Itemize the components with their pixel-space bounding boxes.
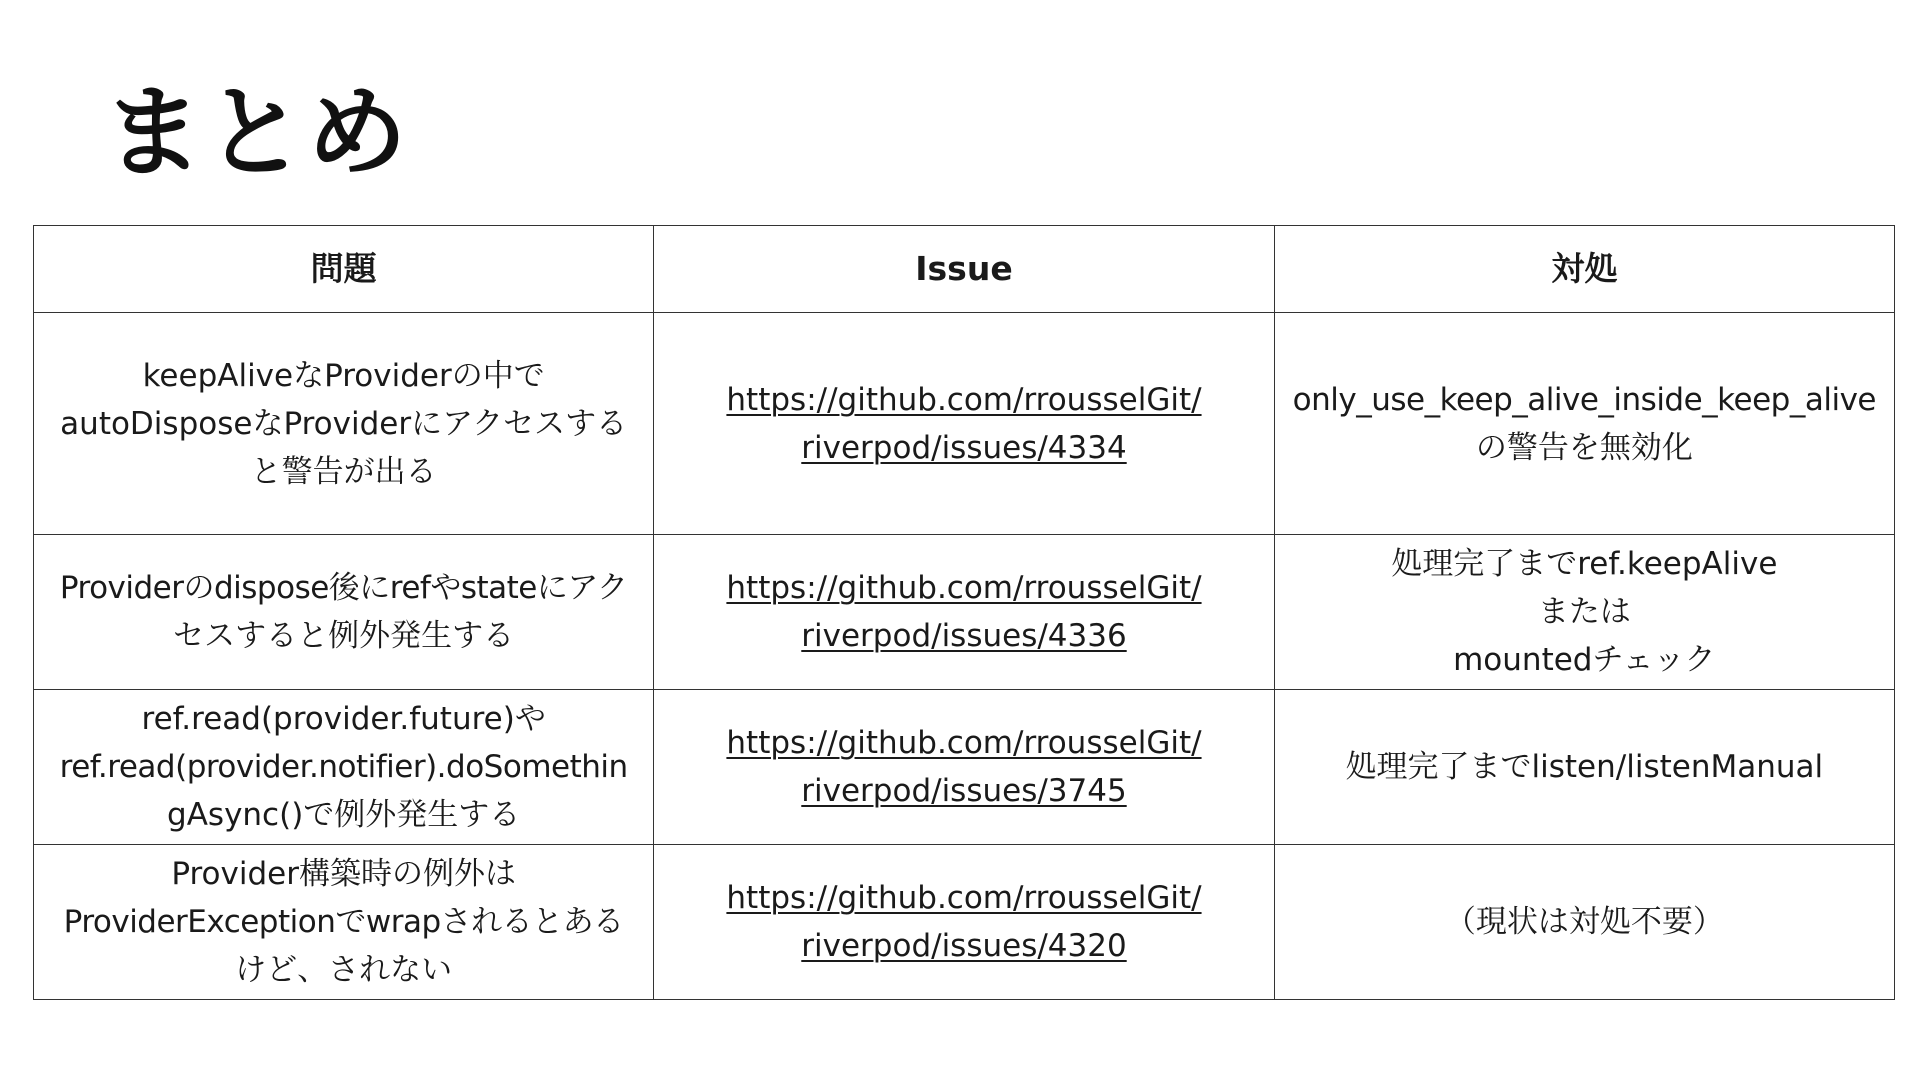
table-row xyxy=(34,845,1895,1000)
solution-text: の警告を無効化 xyxy=(1475,429,1693,466)
issue-link-text: riverpod/issues/4320 xyxy=(801,928,1127,964)
problem-text: けど、されない xyxy=(235,952,453,988)
header-issue: Issue xyxy=(654,226,1274,313)
problem-cell xyxy=(34,535,654,690)
issue-link[interactable] xyxy=(660,874,1267,970)
problem-text: Providerのdispose後にrefやstateにアク xyxy=(59,570,628,606)
header-problem: 問題 xyxy=(34,226,654,313)
solution-cell xyxy=(1274,313,1894,535)
issue-link[interactable] xyxy=(660,376,1267,472)
issue-link-text: https://github.com/rrousselGit/ xyxy=(726,880,1202,916)
problem-text: ref.read(provider.notifier).doSomethin xyxy=(59,749,628,785)
issue-cell xyxy=(654,535,1274,690)
table-row xyxy=(34,313,1895,535)
issue-cell xyxy=(654,690,1274,845)
issue-link-text: https://github.com/rrousselGit/ xyxy=(726,725,1202,761)
problem-text: セスすると例外発生する xyxy=(173,618,515,654)
problem-text: と警告が出る xyxy=(250,453,437,490)
solution-cell xyxy=(1274,690,1894,845)
problem-cell xyxy=(34,690,654,845)
solution-text: または xyxy=(1537,594,1631,630)
issue-link-text: https://github.com/rrousselGit/ xyxy=(726,570,1202,606)
problem-text: keepAliveなProviderの中で xyxy=(142,357,545,394)
solution-cell xyxy=(1274,845,1894,1000)
issue-link[interactable] xyxy=(660,564,1267,660)
table-header-row xyxy=(34,226,1895,313)
solution-text: mountedチェック xyxy=(1453,642,1716,678)
issue-link-text: https://github.com/rrousselGit/ xyxy=(726,381,1202,418)
problem-text: ref.read(provider.future)や xyxy=(141,701,546,737)
table-row xyxy=(34,535,1895,690)
issue-cell xyxy=(654,845,1274,1000)
solution-text: 処理完了までlisten/listenManual xyxy=(1345,749,1824,785)
issue-link-text: riverpod/issues/4334 xyxy=(801,429,1127,466)
issue-link[interactable] xyxy=(660,719,1267,815)
header-solution: 対処 xyxy=(1274,226,1894,313)
problem-cell xyxy=(34,313,654,535)
summary-table xyxy=(33,225,1895,1000)
solution-text: only_use_keep_alive_inside_keep_alive xyxy=(1292,381,1876,418)
issue-cell xyxy=(654,313,1274,535)
problem-cell xyxy=(34,845,654,1000)
slide-title: まとめ xyxy=(103,74,409,191)
problem-text: gAsync()で例外発生する xyxy=(167,797,521,833)
solution-cell xyxy=(1274,535,1894,690)
problem-text: autoDisposeなProviderにアクセスする xyxy=(60,405,628,442)
solution-text: 処理完了までref.keepAlive xyxy=(1391,546,1778,582)
problem-text: Provider構築時の例外は xyxy=(171,856,516,892)
problem-text: ProviderExceptionでwrapされるとある xyxy=(63,904,624,940)
solution-text: （現状は対処不要） xyxy=(1444,904,1724,940)
issue-link-text: riverpod/issues/3745 xyxy=(801,773,1127,809)
issue-link-text: riverpod/issues/4336 xyxy=(801,618,1127,654)
table-row xyxy=(34,690,1895,845)
